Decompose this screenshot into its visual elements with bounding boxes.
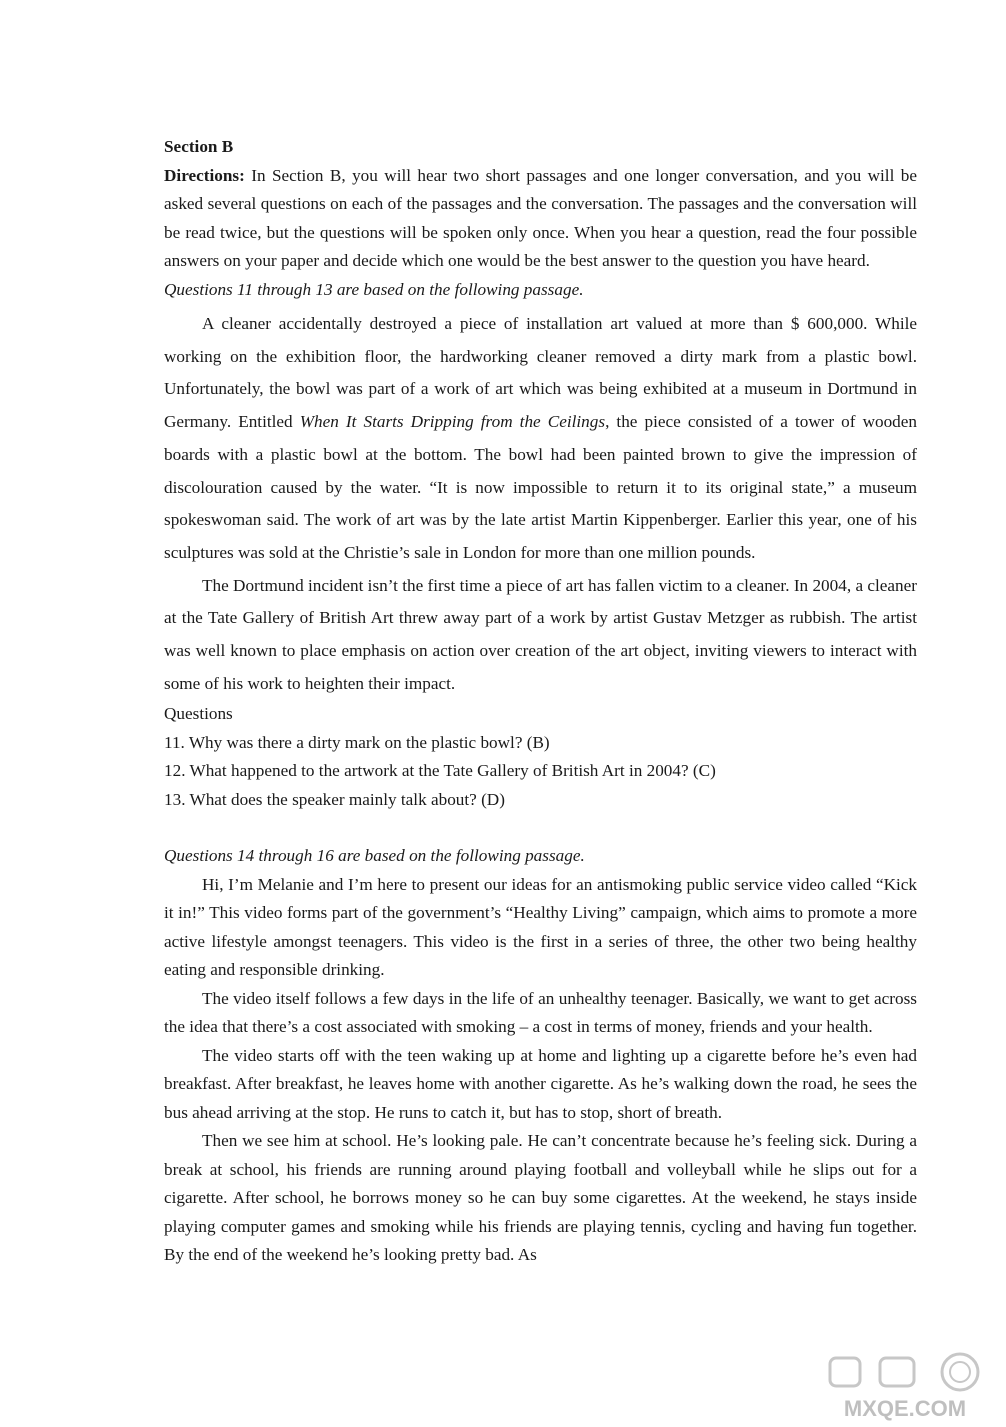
artwork-title: When It Starts Dripping from the Ceilings — [299, 412, 606, 432]
directions-label: Directions: — [164, 165, 245, 185]
passage1-paragraph-1 — [164, 308, 917, 570]
question-13: 13. What does the speaker mainly talk about? (D) — [164, 789, 505, 809]
passage1-heading: Questions 11 through 13 are based on the following passage. — [164, 279, 584, 299]
section-b-block — [164, 133, 917, 304]
passage1-body — [164, 308, 917, 700]
passage2-paragraph-1: Hi, I’m Melanie and I’m here to present our ideas for an antismoking public service video called “Kick it in!” This video forms part of the government’s “Healthy Living” campaign, which aims to promote a more active lifestyle amongst teenagers. This video is the first in a series of three, the other two being healthy eating and responsible drinking. — [164, 874, 917, 980]
p1-text-before: A cleaner accidentally destroyed a piece of installation art valued at more than $ 600,000. While working on the exhibition floor, the hardworking cleaner removed a dirty mark from a plastic bowl. Unfortunately, the bowl was part of a work of art which was being exhibited at a museum in Dortmund in Germany. Entitled — [164, 314, 917, 432]
p1-text-after: , the piece consisted of a tower of wooden boards with a plastic bowl at the bottom. The bowl had been painted brown to give the impression of discolouration caused by the water. “It is now impossible to return it to its original state,” a museum spokeswoman said. The work of art was by the late artist Martin Kippenberger. Earlier this year, one of his sculptures was sold at the Christie’s sale in London for more than one million pounds. — [164, 412, 917, 562]
passage2-paragraph-2: The video itself follows a few days in the life of an unhealthy teenager. Basically, we want to get across the idea that there’s a cost associated with smoking – a cost in terms of money, friends and your health. — [164, 988, 917, 1037]
document-page — [164, 133, 917, 1270]
question-11: 11. Why was there a dirty mark on the plastic bowl? (B) — [164, 732, 550, 752]
passage1-questions — [164, 700, 917, 814]
questions-label: Questions — [164, 704, 233, 724]
passage2-paragraph-3: The video starts off with the teen waking up at home and lighting up a cigarette before he’s even had breakfast. After breakfast, he leaves home with another cigarette. As he’s walking down the road, he sees the bus ahead arriving at the stop. He runs to catch it, but has to stop, short of breath. — [164, 1045, 917, 1122]
directions-text: In Section B, you will hear two short passages and one longer conversation, and you will be asked several questions on each of the passages and the conversation. The passages and the conversation will be read twice, but the questions will be spoken only once. When you hear a question, read the four possible answers on your paper and decide which one would be the best answer to the question you have heard. — [164, 165, 917, 270]
directions-paragraph — [164, 162, 917, 276]
watermark — [810, 1350, 1000, 1422]
answer-circle-logo-icon — [810, 1350, 1000, 1422]
passage2-paragraph-4: Then we see him at school. He’s looking pale. He can’t concentrate because he’s feeling sick. During a break at school, his friends are running around playing football and volleyball while he slips out for a cigarette. After school, he borrows money so he can buy some cigarettes. At the weekend, he stays inside playing computer games and smoking while his friends are playing tennis, cycling and having fun together. By the end of the weekend he’s looking pretty bad. As — [164, 1131, 917, 1265]
section-title: Section B — [164, 137, 234, 156]
question-12: 12. What happened to the artwork at the Tate Gallery of British Art in 2004? (C) — [164, 761, 716, 781]
watermark-text: MXQE.COM — [843, 1396, 967, 1421]
passage2-block — [164, 842, 917, 1270]
passage2-heading: Questions 14 through 16 are based on the following passage. — [164, 846, 585, 866]
passage1-paragraph-2: The Dortmund incident isn’t the first time a piece of art has fallen victim to a cleaner. In 2004, a cleaner at the Tate Gallery of British Art threw away part of a work by artist Gustav Metzger as rubbish. The artist was well known to place emphasis on action over creation of the art object, inviting viewers to interact with some of his work to heighten their impact. — [164, 575, 917, 693]
